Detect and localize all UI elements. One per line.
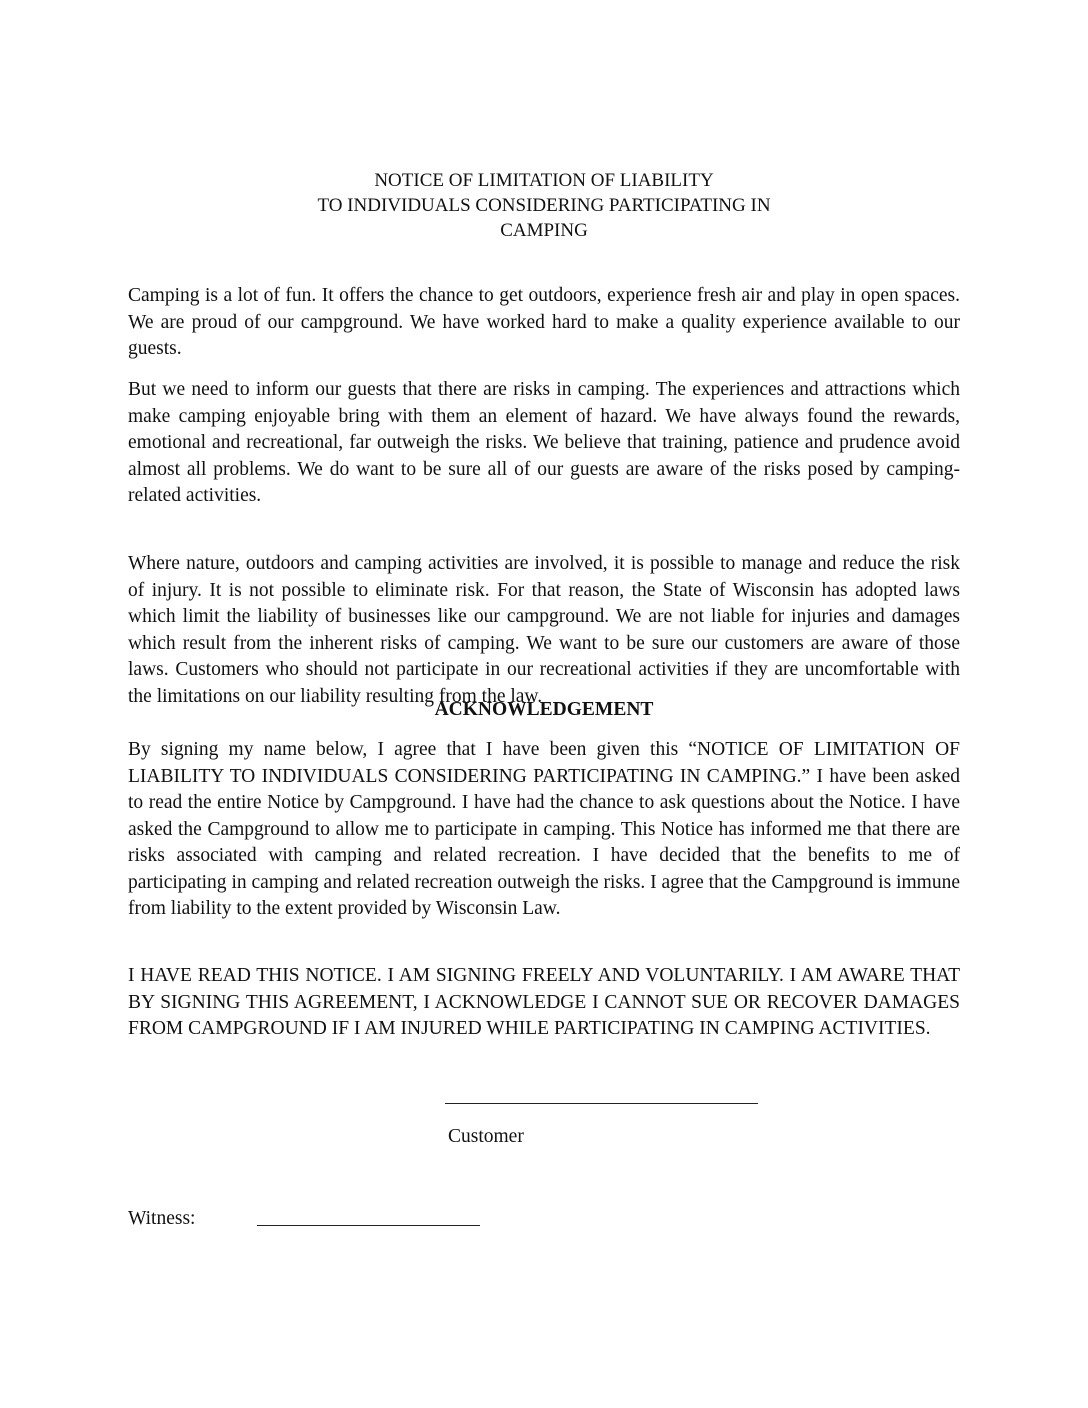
title-line-1: NOTICE OF LIMITATION OF LIABILITY bbox=[374, 170, 714, 191]
paragraph-text: I HAVE READ THIS NOTICE. I AM SIGNING FREELY AND VOLUNTARILY. I AM AWARE THAT BY SIGNING THIS AGREEMENT, I ACKNOWLEDGE I CANNOT SUE OR RECOVER DAMAGES FROM CAMPGROUND IF I AM INJURED WHILE PARTICIPATING IN CAMPING ACTIVITIES. bbox=[128, 965, 960, 1039]
document-title bbox=[128, 168, 960, 243]
witness-label: Witness: bbox=[128, 1208, 196, 1229]
paragraph-text: But we need to inform our guests that there are risks in camping. The experiences and attractions which make camping enjoyable bring with them an element of hazard. We have always found the rewards, emotional and recreational, far outweigh the risks. We believe that training, patience and prudence avoid almost all problems. We do want to be sure all of our guests are aware of the risks posed by camping-related activities. bbox=[128, 379, 960, 506]
paragraph-text: Where nature, outdoors and camping activities are involved, it is possible to manage and reduce the risk of injury. It is not possible to eliminate risk. For that reason, the State of Wisconsin has adopted laws which limit the liability of businesses like our campground. We are not liable for injuries and damages which result from the inherent risks of camping. We want to be sure our customers are aware of those laws. Customers who should not participate in our recreational activities if they are uncomfortable with the limitations on our liability resulting from the law. bbox=[128, 553, 960, 707]
paragraph-text: Camping is a lot of fun. It offers the chance to get outdoors, experience fresh air and play in open spaces. We are proud of our campground. We have worked hard to make a quality experience available to our guests. bbox=[128, 285, 960, 359]
title-line-2: TO INDIVIDUALS CONSIDERING PARTICIPATING IN bbox=[317, 195, 771, 216]
customer-label: Customer bbox=[448, 1126, 524, 1147]
paragraph-declaration bbox=[128, 963, 960, 1057]
acknowledgement-heading: ACKNOWLEDGEMENT bbox=[434, 699, 654, 720]
paragraph-acknowledgement bbox=[128, 737, 960, 937]
paragraph-risks bbox=[128, 377, 960, 524]
customer-signature-line[interactable] bbox=[445, 1103, 758, 1104]
title-line-3: CAMPING bbox=[500, 220, 588, 241]
witness-signature-line[interactable] bbox=[257, 1225, 480, 1226]
paragraph-intro bbox=[128, 283, 960, 377]
paragraph-text: By signing my name below, I agree that I have been given this “NOTICE OF LIMITATION OF LIABILITY TO INDIVIDUALS CONSIDERING PARTICIPATING IN CAMPING.” I have been asked to read the entire Notice by Campground. I have had the chance to ask questions about the Notice. I have asked the Campground to allow me to participate in camping. This Notice has informed me that there are risks associated with camping and related recreation. I have decided that the benefits to me of participating in camping and related recreation outweigh the risks. I agree that the Campground is immune from liability to the extent provided by Wisconsin Law. bbox=[128, 739, 960, 919]
